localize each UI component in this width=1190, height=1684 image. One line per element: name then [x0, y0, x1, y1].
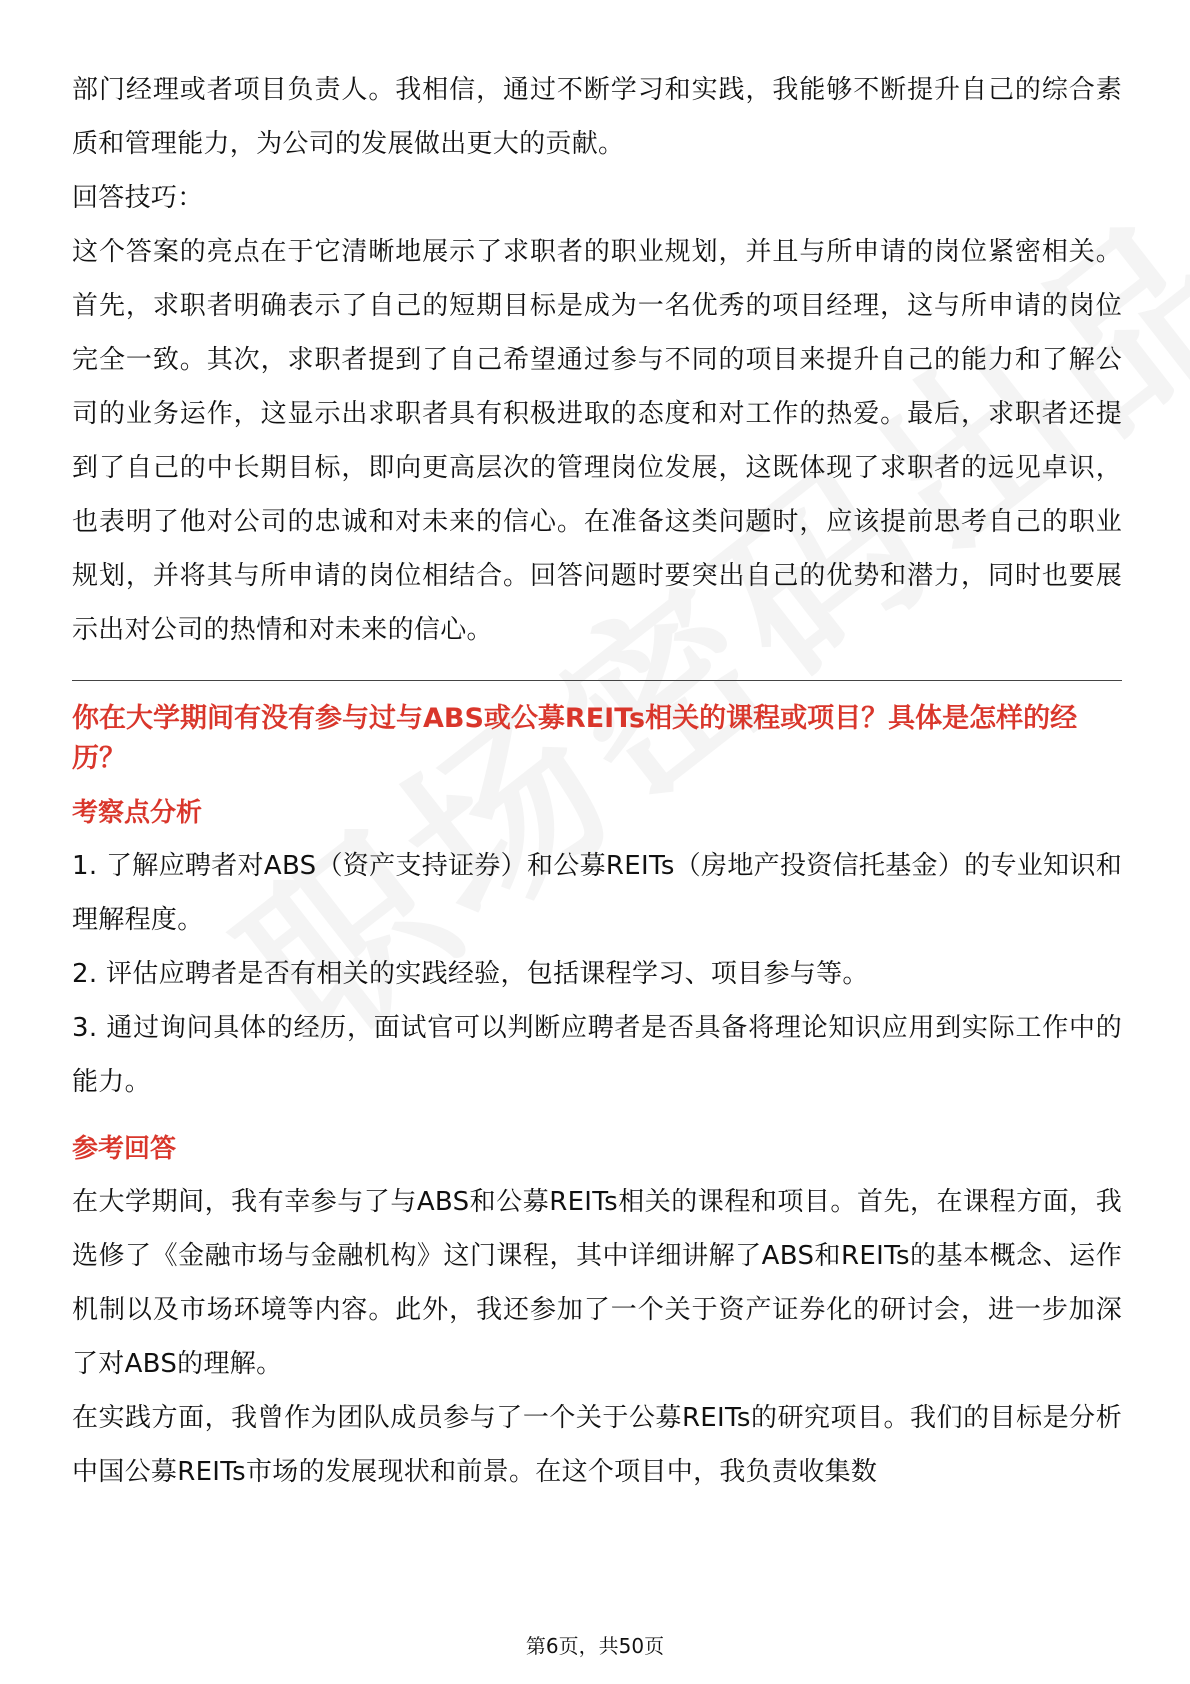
analysis-point: 3. 通过询问具体的经历，面试官可以判断应聘者是否具备将理论知识应用到实际工作中的能力。: [72, 1013, 1122, 1097]
section-divider: [72, 680, 1122, 681]
tips-label: 回答技巧：: [72, 183, 204, 213]
analysis-point: 2. 评估应聘者是否有相关的实践经验，包括课程学习、项目参与等。: [72, 959, 869, 989]
answer-heading: 参考回答: [72, 1134, 177, 1164]
question-title: 你在大学期间有没有参与过与ABS或公募REITs相关的课程或项目？具体是怎样的经历？: [72, 703, 1078, 774]
tips-paragraph: 这个答案的亮点在于它清晰地展示了求职者的职业规划，并且与所申请的岗位紧密相关。首先，求职者明确表示了自己的短期目标是成为一名优秀的项目经理，这与所申请的岗位完全一致。其次，求职者提到了自己希望通过参与不同的项目来提升自己的能力和了解公司的业务运作，这显示出求职者具有积极进取的态度和对工作的热爱。最后，求职者还提到了自己的中长期目标，即向更高层次的管理岗位发展，这既体现了求职者的远见卓识，也表明了他对公司的忠诚和对未来的信心。在准备这类问题时，应该提前思考自己的职业规划，并将其与所申请的岗位相结合。回答问题时要突出自己的优势和潜力，同时也要展示出对公司的热情和对未来的信心。: [72, 237, 1122, 645]
page-content: [72, 63, 1122, 1499]
analysis-point: 1. 了解应聘者对ABS（资产支持证券）和公募REITs（房地产投资信托基金）的专业知识和理解程度。: [72, 851, 1122, 935]
answer-paragraph: 在大学期间，我有幸参与了与ABS和公募REITs相关的课程和项目。首先，在课程方面，我选修了《金融市场与金融机构》这门课程，其中详细讲解了ABS和REITs的基本概念、运作机制以及市场环境等内容。此外，我还参加了一个关于资产证券化的研讨会，进一步加深了对ABS的理解。: [72, 1187, 1122, 1379]
page-footer: 第6页，共50页: [525, 1634, 665, 1658]
intro-paragraph: 部门经理或者项目负责人。我相信，通过不断学习和实践，我能够不断提升自己的综合素质和管理能力，为公司的发展做出更大的贡献。: [72, 75, 1122, 159]
answer-paragraph: 在实践方面，我曾作为团队成员参与了一个关于公募REITs的研究项目。我们的目标是分析中国公募REITs市场的发展现状和前景。在这个项目中，我负责收集数: [72, 1403, 1122, 1487]
analysis-heading: 考察点分析: [72, 798, 203, 828]
